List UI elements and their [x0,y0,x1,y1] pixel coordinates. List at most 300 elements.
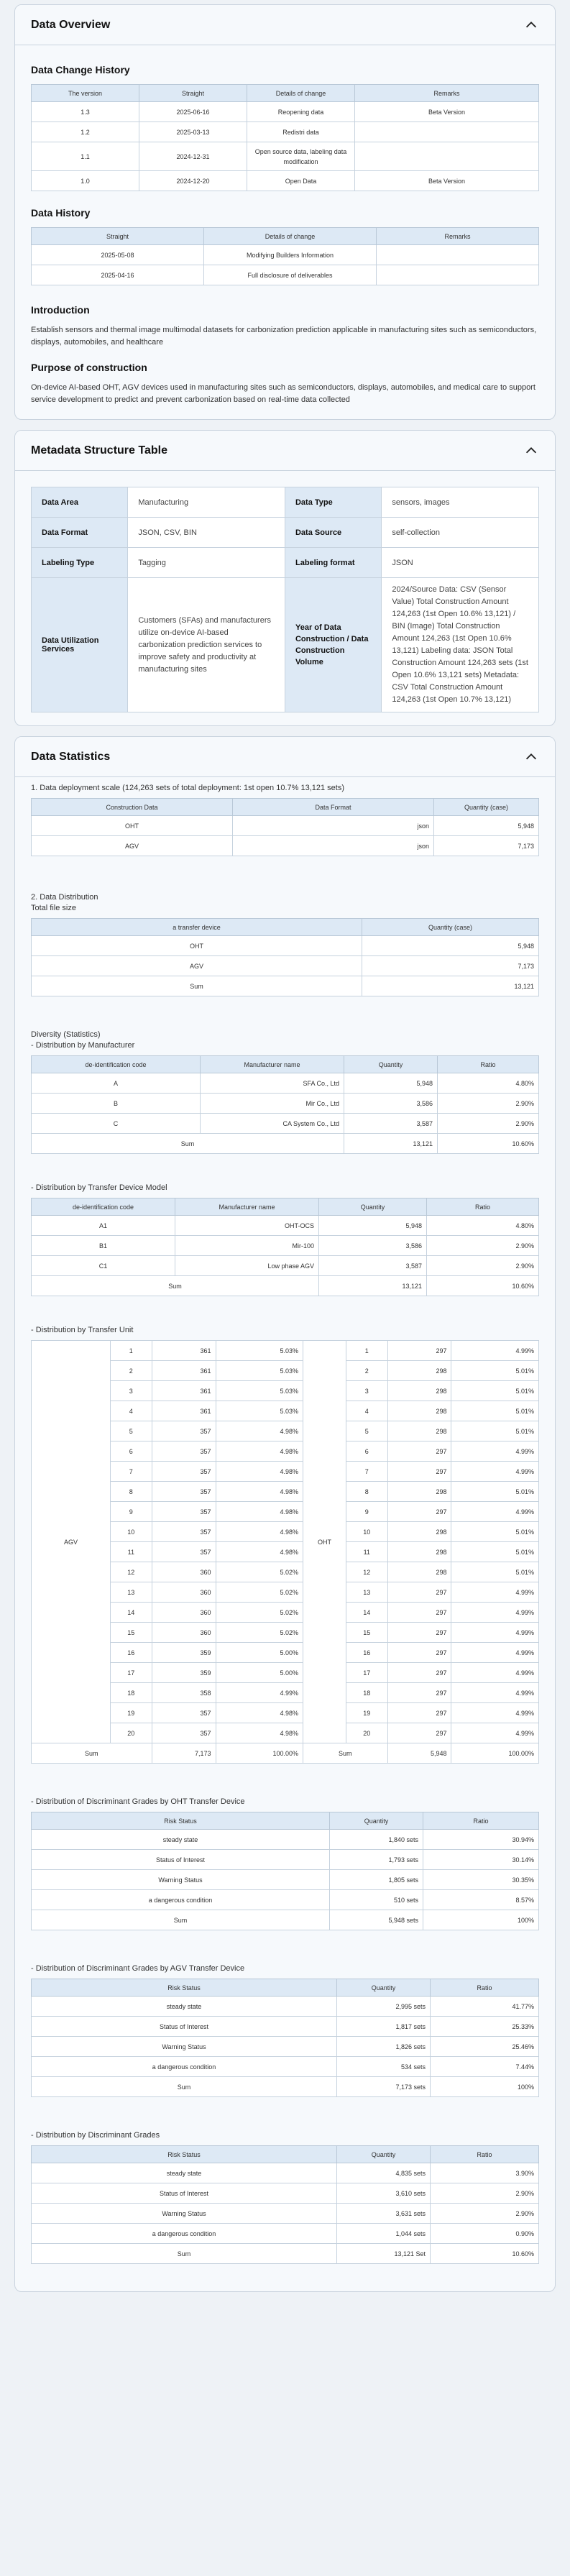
cell [355,142,539,171]
cell: 5.02% [216,1562,303,1582]
cell: Sum [303,1743,387,1764]
cell: 357 [152,1421,216,1441]
cell: 297 [387,1582,451,1603]
cell: 297 [387,1502,451,1522]
model-table [31,1198,539,1296]
cell: a dangerous condition [32,2057,337,2077]
cell: 10 [111,1522,152,1542]
cell [377,265,539,285]
cell: steady state [32,1997,337,2017]
cell: Open Data [247,171,355,191]
cell: 361 [152,1361,216,1381]
metadata-header[interactable] [15,431,555,471]
cell: 4,835 sets [337,2163,431,2183]
chevron-up-icon[interactable] [523,443,539,459]
cell: OHT-OCS [175,1216,319,1236]
cell: 359 [152,1643,216,1663]
meta-key: Data Format [32,518,128,548]
meta-key: Data Area [32,487,128,518]
cell: 5,948 [344,1073,438,1094]
table-row [32,2224,539,2244]
cell: a dangerous condition [32,2224,337,2244]
cell: steady state [32,1830,330,1850]
meta-key: Data Utilization Services [32,578,128,712]
meta-value: JSON, CSV, BIN [128,518,285,548]
cell: 41.77% [431,1997,539,2017]
cell: 298 [387,1401,451,1421]
table-row [32,2077,539,2097]
cell: 2.90% [438,1114,539,1134]
cell: 3,631 sets [337,2204,431,2224]
cell: 357 [152,1703,216,1723]
cell: 2025-05-08 [32,245,204,265]
cell: 2 [111,1361,152,1381]
cell: 360 [152,1562,216,1582]
cell: 2025-06-16 [139,102,247,122]
cell: json [233,816,434,836]
cell: 4.99% [451,1462,539,1482]
cell: 4.99% [451,1723,539,1743]
data-overview-header[interactable] [15,5,555,45]
table-row [32,1256,539,1276]
cell: 4.99% [451,1441,539,1462]
cell: 4.98% [216,1502,303,1522]
cell: 298 [387,1482,451,1502]
cell: json [233,836,434,856]
diversity-title: Diversity (Statistics) [31,1030,101,1039]
cell: 7.44% [431,2057,539,2077]
cell: 5.03% [216,1361,303,1381]
cell: 357 [152,1542,216,1562]
cell: 3,587 [319,1256,427,1276]
col-header: Manufacturer name [175,1198,319,1216]
data-history-table [31,227,539,285]
cell: 297 [387,1441,451,1462]
cell: 4.98% [216,1703,303,1723]
chevron-up-icon[interactable] [523,17,539,33]
cell: 1.2 [32,122,139,142]
cell: Status of Interest [32,2183,337,2204]
cell: 357 [152,1482,216,1502]
cell: 2.90% [427,1256,539,1276]
cell: 7,173 [362,956,539,976]
table-row [32,1997,539,2017]
cell: 25.33% [431,2017,539,2037]
cell: 100% [431,2077,539,2097]
cell: 7 [111,1462,152,1482]
cell: 7,173 [152,1743,216,1764]
col-header: Quantity [337,2146,431,2163]
table-row [32,578,539,712]
cell: 3,587 [344,1114,438,1134]
cell: CA System Co., Ltd [201,1114,344,1134]
cell: A [32,1073,201,1094]
table-row [32,1236,539,1256]
cell: 18 [111,1683,152,1703]
cell: OHT [32,936,362,956]
cell: Open source data, labeling data modification [247,142,355,171]
cell: a dangerous condition [32,1890,330,1910]
grades-oht-table [31,1812,539,1930]
cell: 297 [387,1341,451,1361]
cell: 1,840 sets [330,1830,423,1850]
table-row [32,1341,539,1361]
cell: 3,586 [319,1236,427,1256]
cell: 5.01% [451,1401,539,1421]
cell: 19 [346,1703,387,1723]
device-label: OHT [303,1341,346,1743]
cell: 4.98% [216,1421,303,1441]
table-row [32,548,539,578]
model-title: - Distribution by Transfer Device Model [31,1183,167,1192]
cell: 17 [346,1663,387,1683]
cell: 5.02% [216,1582,303,1603]
cell: 5.01% [451,1522,539,1542]
metadata-title: Metadata Structure Table [31,444,167,457]
cell: 13,121 [319,1276,427,1296]
sum-row [32,1743,539,1764]
meta-value: self-collection [382,518,539,548]
cell: 357 [152,1441,216,1462]
col-header: Ratio [438,1056,539,1073]
purpose-title: Purpose of construction [31,362,147,373]
col-header: de-identification code [32,1056,201,1073]
cell: 4 [111,1401,152,1421]
table-row [32,1870,539,1890]
cell: Beta Version [355,102,539,122]
cell: 30.14% [423,1850,539,1870]
cell: 5,948 sets [330,1910,423,1930]
table-row [32,171,539,191]
cell: 20 [346,1723,387,1743]
table-row [32,245,539,265]
table-row [32,976,539,996]
cell: 1.0 [32,171,139,191]
cell: 298 [387,1522,451,1542]
cell: 13,121 [344,1134,438,1154]
table-row [32,122,539,142]
col-header: Quantity [319,1198,427,1216]
col-header: Quantity [337,1979,431,1997]
col-header: Quantity (case) [362,919,539,936]
col-header: Straight [32,228,204,245]
statistics-card [14,736,556,2292]
cell: 13 [346,1582,387,1603]
col-header: The version [32,85,139,102]
scale-title: 1. Data deployment scale (124,263 sets of total deployment: 1st open 10.7% 13,121 sets) [31,784,344,792]
cell: 13 [111,1582,152,1603]
table-row [32,836,539,856]
table-row [32,2204,539,2224]
cell: 4.98% [216,1462,303,1482]
table-row [32,142,539,171]
cell: 5,948 [434,816,539,836]
cell: Reopening data [247,102,355,122]
cell: 7,173 [434,836,539,856]
purpose-text: On-device AI-based OHT, AGV devices used in manufacturing sites such as semiconductors, displays, automobiles, and medical care to support service development to predict and prevent carbonization based on real-time data collected [31,383,535,404]
cell: 13,121 Set [337,2244,431,2264]
cell: Sum [32,1910,330,1930]
cell: 357 [152,1502,216,1522]
cell: 5,948 [319,1216,427,1236]
cell: 11 [346,1542,387,1562]
diversity-subtitle: - Distribution by Manufacturer [31,1041,135,1050]
grades-oht-title: - Distribution of Discriminant Grades by OHT Transfer Device [31,1797,245,1806]
cell: 5.02% [216,1603,303,1623]
cell: C1 [32,1256,175,1276]
cell: Redistri data [247,122,355,142]
cell: 1,044 sets [337,2224,431,2244]
cell: 9 [346,1502,387,1522]
col-header: Ratio [427,1198,539,1216]
table-row [32,518,539,548]
statistics-header[interactable] [15,737,555,777]
cell: 5.01% [451,1542,539,1562]
cell: 14 [346,1603,387,1623]
cell: Mir-100 [175,1236,319,1256]
cell: 4.98% [216,1522,303,1542]
table-row [32,487,539,518]
cell: 297 [387,1603,451,1623]
cell: 2.90% [431,2183,539,2204]
cell: AGV [32,836,233,856]
cell: 297 [387,1663,451,1683]
change-history-table [31,84,539,191]
cell: 297 [387,1683,451,1703]
cell: 5.03% [216,1381,303,1401]
cell: 3 [346,1381,387,1401]
cell: 2 [346,1361,387,1381]
col-header: Risk Status [32,1812,330,1830]
cell: 10 [346,1522,387,1542]
cell: 2.90% [427,1236,539,1256]
cell: 19 [111,1703,152,1723]
scale-table [31,798,539,856]
cell: 298 [387,1381,451,1401]
cell: 5 [111,1421,152,1441]
cell [377,245,539,265]
cell: 1,805 sets [330,1870,423,1890]
cell: 1,817 sets [337,2017,431,2037]
cell [355,122,539,142]
cell: 11 [111,1542,152,1562]
cell: Low phase AGV [175,1256,319,1276]
cell: AGV [32,956,362,976]
cell: 1 [111,1341,152,1361]
col-header: Ratio [431,2146,539,2163]
cell: 297 [387,1623,451,1643]
introduction-text: Establish sensors and thermal image multimodal datasets for carbonization prediction applicable in manufacturing sites such as semiconductors, displays, automobiles, and healthcare [31,326,537,347]
cell: 4.98% [216,1542,303,1562]
cell: 3,610 sets [337,2183,431,2204]
sum-row [32,1134,539,1154]
cell: 10.60% [427,1276,539,1296]
cell: 359 [152,1663,216,1683]
cell: Sum [32,976,362,996]
distribution-title: 2. Data Distribution [31,893,98,902]
table-row [32,1830,539,1850]
device-label: AGV [32,1341,111,1743]
cell: 0.90% [431,2224,539,2244]
cell: 361 [152,1401,216,1421]
grades-agv-title: - Distribution of Discriminant Grades by AGV Transfer Device [31,1964,245,1973]
cell: 361 [152,1381,216,1401]
col-header: Risk Status [32,1979,337,1997]
cell: 15 [346,1623,387,1643]
table-row [32,2244,539,2264]
cell: Full disclosure of deliverables [204,265,377,285]
cell: 2024-12-20 [139,171,247,191]
cell: 3 [111,1381,152,1401]
chevron-up-icon[interactable] [523,749,539,765]
cell: 25.46% [431,2037,539,2057]
cell: 5.02% [216,1623,303,1643]
manufacturer-table [31,1055,539,1154]
meta-value: Tagging [128,548,285,578]
cell: 1.1 [32,142,139,171]
metadata-table [31,487,539,712]
cell: 12 [111,1562,152,1582]
sum-row [32,1276,539,1296]
cell: 5,948 [387,1743,451,1764]
cell: 100.00% [216,1743,303,1764]
cell: 8 [346,1482,387,1502]
cell: 4.99% [451,1502,539,1522]
col-header: Quantity [344,1056,438,1073]
col-header: Remarks [355,85,539,102]
cell: Warning Status [32,2204,337,2224]
meta-key: Data Source [285,518,381,548]
cell: 5 [346,1421,387,1441]
table-row [32,1073,539,1094]
cell: 5.00% [216,1643,303,1663]
table-row [32,956,539,976]
cell: 4.99% [451,1703,539,1723]
col-header: Details of change [204,228,377,245]
cell: Sum [32,1276,319,1296]
introduction-title: Introduction [31,304,90,316]
distribution-table [31,918,539,996]
cell: B1 [32,1236,175,1256]
cell: OHT [32,816,233,836]
cell: 16 [346,1643,387,1663]
table-row [32,265,539,285]
cell: 297 [387,1703,451,1723]
cell: Sum [32,2244,337,2264]
cell: 18 [346,1683,387,1703]
grades-all-title: - Distribution by Discriminant Grades [31,2131,160,2140]
cell: 10.60% [438,1134,539,1154]
cell: 15 [111,1623,152,1643]
col-header: Quantity (case) [434,799,539,816]
cell: 14 [111,1603,152,1623]
col-header: Construction Data [32,799,233,816]
col-header: Quantity [330,1812,423,1830]
cell: 360 [152,1603,216,1623]
col-header: Straight [139,85,247,102]
cell: B [32,1094,201,1114]
table-row [32,1850,539,1870]
cell: 2.90% [431,2204,539,2224]
cell: 3,586 [344,1094,438,1114]
cell: 4 [346,1401,387,1421]
metadata-card [14,430,556,726]
cell: 10.60% [431,2244,539,2264]
cell: 5.01% [451,1482,539,1502]
cell: 4.98% [216,1723,303,1743]
cell: 361 [152,1341,216,1361]
grades-agv-table [31,1979,539,2097]
table-row [32,2183,539,2204]
table-row [32,102,539,122]
meta-key: Labeling format [285,548,381,578]
meta-key: Labeling Type [32,548,128,578]
cell: 4.99% [216,1683,303,1703]
meta-value: 2024/Source Data: CSV (Sensor Value) Total Construction Amount 124,263 (1st Open 10.6% 13,121) / BIN (Image) Total Construction Amount 124,263 (1st Open 10.6% 13,121) Labeling data: JSON Total Construction Amount 124,263 sets (1st Open 10.6% 13,121 sets) Metadata: CSV Total Construction Amount 124,263 (1st Open 10.7% 13,121) [382,578,539,712]
cell: 5.01% [451,1562,539,1582]
table-row [32,2057,539,2077]
cell: 100% [423,1910,539,1930]
cell: A1 [32,1216,175,1236]
cell: 100.00% [451,1743,539,1764]
cell: 4.99% [451,1603,539,1623]
cell: C [32,1114,201,1134]
table-row [32,2163,539,2183]
grades-all-table [31,2145,539,2264]
cell: SFA Co., Ltd [201,1073,344,1094]
cell: 4.98% [216,1482,303,1502]
cell: 5.01% [451,1361,539,1381]
cell: Warning Status [32,1870,330,1890]
cell: 5.00% [216,1663,303,1683]
cell: Sum [32,1743,152,1764]
data-overview-card [14,4,556,420]
cell: Sum [32,2077,337,2097]
cell: 4.99% [451,1623,539,1643]
col-header: Ratio [431,1979,539,1997]
cell: 17 [111,1663,152,1683]
cell: 5,948 [362,936,539,956]
cell: 298 [387,1562,451,1582]
cell: 20 [111,1723,152,1743]
table-row [32,1890,539,1910]
cell: Sum [32,1134,344,1154]
cell: 1.3 [32,102,139,122]
cell: 4.80% [427,1216,539,1236]
col-header: Ratio [423,1812,539,1830]
cell: 510 sets [330,1890,423,1910]
meta-value: JSON [382,548,539,578]
cell: 6 [346,1441,387,1462]
cell: 9 [111,1502,152,1522]
cell: 6 [111,1441,152,1462]
cell: 534 sets [337,2057,431,2077]
cell: 12 [346,1562,387,1582]
cell: 30.94% [423,1830,539,1850]
cell: 4.99% [451,1582,539,1603]
cell: 4.99% [451,1643,539,1663]
cell: 4.99% [451,1663,539,1683]
cell: 2025-04-16 [32,265,204,285]
statistics-title: Data Statistics [31,750,111,763]
meta-value: Customers (SFAs) and manufacturers utilize on-device AI-based carbonization prediction services to improve safety and productivity at manufacturing sites [128,578,285,712]
cell: 5.03% [216,1341,303,1361]
cell: Status of Interest [32,2017,337,2037]
cell: Warning Status [32,2037,337,2057]
meta-key: Year of Data Construction / Data Construction Volume [285,578,381,712]
cell: Beta Version [355,171,539,191]
cell: 3.90% [431,2163,539,2183]
